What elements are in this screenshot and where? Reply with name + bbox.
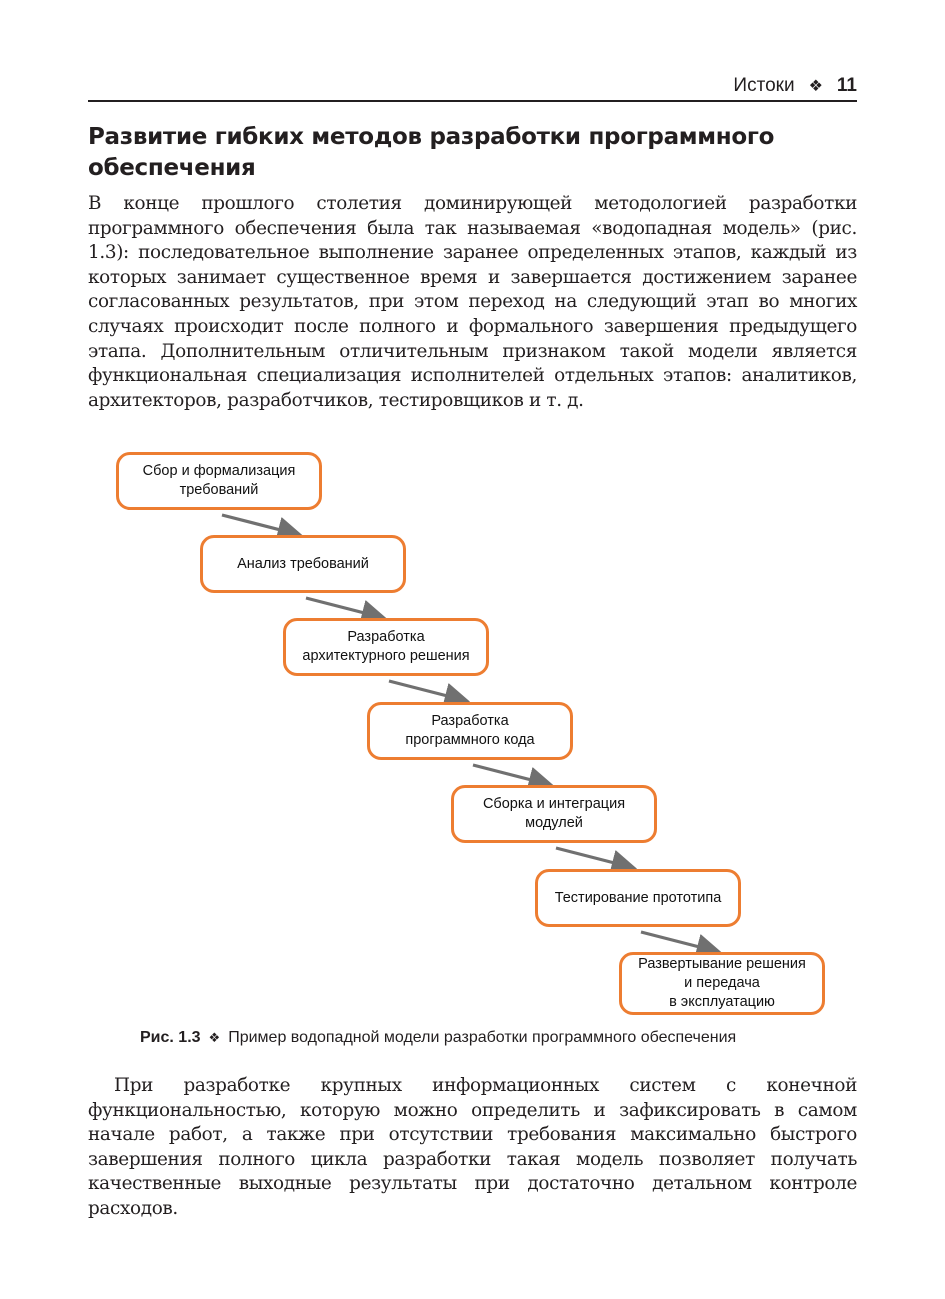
stage-box-requirements-gathering: Сбор и формализация требований [116,452,322,510]
stage-box-deployment: Развертывание решения и передача в эксплуатацию [619,952,825,1015]
stage-box-coding: Разработка программного кода [367,702,573,760]
figure-label: Рис. 1.3 [140,1029,201,1046]
running-header [88,72,857,102]
arrow-4 [473,765,551,785]
stage-box-integration: Сборка и интеграция модулей [451,785,657,843]
stage-box-requirements-analysis: Анализ требований [200,535,406,593]
arrow-6 [641,932,719,952]
paragraph-intro: В конце прошлого столетия доминирующей методологией разработки программного обеспечения была так называемая «водопадная модель» (рис. 1.3): последовательное выполнение заранее определенных этапов, каждый из которых занимает существенное время и завершается достижением заранее согласованных результатов, при этом переход на следующий этап во многих случаях происходит после полного и формального завершения предыдущего этапа. Дополнительным отличительным признаком такой модели является функциональная специализация исполнителей отдельных этапов: аналитиков, архитекторов, разработчиков, тестировщиков и т. д. [88,193,857,411]
ornament-icon: ❖ [808,78,823,95]
page-number: 11 [836,75,857,96]
figure-caption-text: Пример водопадной модели разработки программного обеспечения [228,1029,737,1046]
paragraph-conclusion: При разработке крупных информационных систем с конечной функциональностью, которую можно определить и зафиксировать в самом начале работ, а также при отсутствии требования максимально быстрого завершения полного цикла разработки такая модель позволяет получать качественные выходные результаты при достаточно детальном контроле расходов. [88,1075,857,1219]
arrow-1 [222,515,300,535]
figure-caption [140,1029,840,1047]
ornament-icon: ❖ [208,1030,221,1045]
chapter-title: Истоки [733,75,795,96]
arrow-2 [306,598,384,618]
arrow-3 [389,681,467,701]
section-title: Развитие гибких методов разработки программного обеспечения [88,124,775,181]
stage-box-testing: Тестирование прототипа [535,869,741,927]
stage-box-architecture: Разработка архитектурного решения [283,618,489,676]
arrow-5 [556,848,634,868]
